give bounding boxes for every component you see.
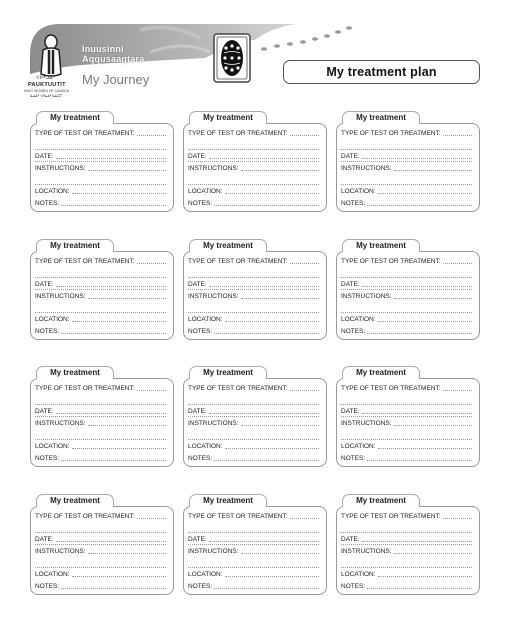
location-label: LOCATION:: [188, 316, 223, 323]
notes-entry-line[interactable]: [61, 205, 166, 206]
date-label: DATE:: [188, 153, 207, 160]
notes-entry-line[interactable]: [367, 460, 472, 461]
blank-entry-line[interactable]: [35, 439, 166, 440]
treatment-card-box: [183, 378, 327, 467]
notes-field[interactable]: [35, 198, 166, 207]
notes-field[interactable]: [35, 453, 166, 462]
location-entry-line[interactable]: [225, 448, 319, 449]
treatment-card: [336, 239, 480, 340]
location-entry-line[interactable]: [225, 193, 319, 194]
instructions-field[interactable]: [188, 418, 319, 427]
instructions-field[interactable]: [341, 546, 472, 555]
notes-label: NOTES:: [341, 455, 366, 462]
blank-entry-line[interactable]: [35, 161, 166, 162]
date-entry-line[interactable]: [56, 541, 166, 542]
instructions-label: INSTRUCTIONS:: [341, 420, 392, 427]
notes-label: NOTES:: [341, 583, 366, 590]
treatment-card-box: [336, 123, 480, 212]
notes-field[interactable]: [188, 581, 319, 590]
notes-field[interactable]: [188, 326, 319, 335]
type-entry-line[interactable]: [137, 518, 166, 519]
instructions-label: INSTRUCTIONS:: [35, 293, 86, 300]
location-entry-line[interactable]: [378, 321, 472, 322]
type-field[interactable]: [341, 511, 472, 520]
notes-entry-line[interactable]: [367, 333, 472, 334]
instructions-field[interactable]: [341, 163, 472, 172]
instructions-field[interactable]: [35, 291, 166, 300]
type-label: TYPE OF TEST OR TREATMENT:: [341, 513, 441, 520]
blank-entry-line[interactable]: [188, 184, 319, 185]
org-subtitle-english: INUIT WOMEN OF CANADA: [24, 89, 70, 93]
location-entry-line[interactable]: [72, 576, 166, 577]
instructions-field[interactable]: [341, 418, 472, 427]
notes-entry-line[interactable]: [214, 460, 319, 461]
treatment-card-tab: My treatment: [189, 239, 267, 252]
treatment-card-tab: My treatment: [189, 494, 267, 507]
instructions-label: INSTRUCTIONS:: [188, 420, 239, 427]
location-label: LOCATION:: [188, 188, 223, 195]
location-label: LOCATION:: [341, 571, 376, 578]
type-entry-line[interactable]: [443, 390, 472, 391]
date-field[interactable]: [341, 406, 472, 415]
blank-entry-line[interactable]: [35, 149, 166, 150]
notes-label: NOTES:: [35, 583, 60, 590]
type-field[interactable]: [341, 128, 472, 137]
blank-entry-line[interactable]: [188, 277, 319, 278]
instructions-entry-line[interactable]: [394, 553, 472, 554]
blank-entry-line[interactable]: [35, 544, 166, 545]
notes-field[interactable]: [188, 453, 319, 462]
notes-label: NOTES:: [188, 583, 213, 590]
treatment-card-tab: My treatment: [342, 239, 420, 252]
date-field[interactable]: [341, 534, 472, 543]
location-label: LOCATION:: [341, 188, 376, 195]
type-field[interactable]: [188, 511, 319, 520]
blank-entry-line[interactable]: [188, 404, 319, 405]
notes-entry-line[interactable]: [61, 588, 166, 589]
location-entry-line[interactable]: [72, 193, 166, 194]
type-field[interactable]: [35, 383, 166, 392]
blank-entry-line[interactable]: [341, 149, 472, 150]
blank-entry-line[interactable]: [35, 532, 166, 533]
type-entry-line[interactable]: [137, 390, 166, 391]
notes-field[interactable]: [341, 581, 472, 590]
notes-entry-line[interactable]: [61, 460, 166, 461]
date-entry-line[interactable]: [209, 541, 319, 542]
date-entry-line[interactable]: [362, 158, 472, 159]
blank-entry-line[interactable]: [341, 312, 472, 313]
instructions-entry-line[interactable]: [241, 553, 319, 554]
blank-entry-line[interactable]: [341, 277, 472, 278]
location-field[interactable]: [341, 441, 472, 450]
page-title: My treatment plan: [283, 60, 480, 84]
blank-entry-line[interactable]: [341, 544, 472, 545]
type-entry-line[interactable]: [290, 263, 319, 264]
date-field[interactable]: [188, 406, 319, 415]
blank-entry-line[interactable]: [341, 416, 472, 417]
type-entry-line[interactable]: [443, 135, 472, 136]
brand-name-line2: Aqqusaaqtara: [82, 54, 145, 64]
treatment-card-box: [183, 123, 327, 212]
treatment-card-box: [30, 251, 174, 340]
instructions-entry-line[interactable]: [241, 298, 319, 299]
location-entry-line[interactable]: [72, 321, 166, 322]
location-field[interactable]: [35, 314, 166, 323]
instructions-label: INSTRUCTIONS:: [188, 165, 239, 172]
treatment-card-box: [30, 506, 174, 595]
location-field[interactable]: [188, 314, 319, 323]
treatment-card: [30, 494, 174, 595]
instructions-entry-line[interactable]: [88, 170, 166, 171]
treatment-card-box: [30, 123, 174, 212]
type-label: TYPE OF TEST OR TREATMENT:: [188, 130, 288, 137]
type-label: TYPE OF TEST OR TREATMENT:: [341, 130, 441, 137]
instructions-field[interactable]: [188, 546, 319, 555]
blank-entry-line[interactable]: [35, 404, 166, 405]
date-entry-line[interactable]: [209, 413, 319, 414]
date-field[interactable]: [341, 151, 472, 160]
date-field[interactable]: [35, 534, 166, 543]
type-entry-line[interactable]: [290, 390, 319, 391]
instructions-label: INSTRUCTIONS:: [341, 293, 392, 300]
treatment-card-tab: My treatment: [36, 111, 114, 124]
type-label: TYPE OF TEST OR TREATMENT:: [188, 258, 288, 265]
location-field[interactable]: [188, 186, 319, 195]
blank-entry-line[interactable]: [188, 312, 319, 313]
instructions-entry-line[interactable]: [88, 553, 166, 554]
treatment-card-box: [183, 251, 327, 340]
blank-entry-line[interactable]: [188, 439, 319, 440]
location-field[interactable]: [341, 569, 472, 578]
treatment-card-box: [336, 251, 480, 340]
type-label: TYPE OF TEST OR TREATMENT:: [35, 385, 135, 392]
instructions-field[interactable]: [35, 546, 166, 555]
notes-field[interactable]: [341, 453, 472, 462]
instructions-label: INSTRUCTIONS:: [188, 548, 239, 555]
treatment-card: [183, 111, 327, 212]
notes-field[interactable]: [341, 198, 472, 207]
type-label: TYPE OF TEST OR TREATMENT:: [341, 385, 441, 392]
location-label: LOCATION:: [35, 443, 70, 450]
page-header: [0, 0, 512, 105]
date-label: DATE:: [35, 408, 54, 415]
type-field[interactable]: [341, 383, 472, 392]
date-field[interactable]: [341, 279, 472, 288]
date-label: DATE:: [188, 408, 207, 415]
instructions-label: INSTRUCTIONS:: [35, 420, 86, 427]
date-label: DATE:: [188, 536, 207, 543]
date-entry-line[interactable]: [362, 413, 472, 414]
instructions-field[interactable]: [188, 291, 319, 300]
date-entry-line[interactable]: [209, 158, 319, 159]
inuit-figure-logo-icon: [36, 34, 66, 78]
date-label: DATE:: [188, 281, 207, 288]
location-field[interactable]: [188, 569, 319, 578]
blank-entry-line[interactable]: [341, 184, 472, 185]
treatment-card-tab: My treatment: [36, 494, 114, 507]
notes-entry-line[interactable]: [367, 588, 472, 589]
blank-entry-line[interactable]: [35, 567, 166, 568]
notes-label: NOTES:: [35, 328, 60, 335]
location-label: LOCATION:: [188, 443, 223, 450]
date-field[interactable]: [188, 534, 319, 543]
org-syllabics: ᐸᐅᒃᑐᐃᑦ: [36, 75, 55, 81]
type-entry-line[interactable]: [290, 135, 319, 136]
type-label: TYPE OF TEST OR TREATMENT:: [341, 258, 441, 265]
treatment-card: [336, 494, 480, 595]
notes-field[interactable]: [188, 198, 319, 207]
date-label: DATE:: [341, 536, 360, 543]
notes-field[interactable]: [35, 326, 166, 335]
date-entry-line[interactable]: [209, 286, 319, 287]
treatment-card-tab: My treatment: [342, 494, 420, 507]
instructions-label: INSTRUCTIONS:: [35, 548, 86, 555]
instructions-entry-line[interactable]: [241, 170, 319, 171]
instructions-entry-line[interactable]: [88, 425, 166, 426]
blank-entry-line[interactable]: [188, 416, 319, 417]
blank-entry-line[interactable]: [188, 289, 319, 290]
notes-label: NOTES:: [341, 328, 366, 335]
blank-entry-line[interactable]: [341, 161, 472, 162]
instructions-label: INSTRUCTIONS:: [188, 293, 239, 300]
blank-entry-line[interactable]: [188, 161, 319, 162]
org-name: PAUKTUUTIT: [28, 82, 66, 88]
date-field[interactable]: [35, 151, 166, 160]
treatment-card-tab: My treatment: [189, 111, 267, 124]
type-entry-line[interactable]: [137, 135, 166, 136]
treatment-card: [183, 366, 327, 467]
location-label: LOCATION:: [35, 316, 70, 323]
notes-label: NOTES:: [35, 200, 60, 207]
location-field[interactable]: [35, 569, 166, 578]
date-label: DATE:: [35, 281, 54, 288]
notes-entry-line[interactable]: [61, 333, 166, 334]
blank-entry-line[interactable]: [341, 289, 472, 290]
treatment-card-tab: My treatment: [342, 366, 420, 379]
type-entry-line[interactable]: [443, 263, 472, 264]
treatment-card-box: [30, 378, 174, 467]
treatment-card: [30, 239, 174, 340]
location-field[interactable]: [341, 186, 472, 195]
blank-entry-line[interactable]: [188, 532, 319, 533]
instructions-label: INSTRUCTIONS:: [341, 548, 392, 555]
instructions-field[interactable]: [188, 163, 319, 172]
notes-label: NOTES:: [188, 200, 213, 207]
type-entry-line[interactable]: [137, 263, 166, 264]
date-field[interactable]: [35, 279, 166, 288]
location-label: LOCATION:: [35, 571, 70, 578]
treatment-card-tab: My treatment: [189, 366, 267, 379]
type-field[interactable]: [35, 128, 166, 137]
date-label: DATE:: [341, 153, 360, 160]
notes-entry-line[interactable]: [214, 588, 319, 589]
date-field[interactable]: [35, 406, 166, 415]
date-entry-line[interactable]: [56, 413, 166, 414]
notes-entry-line[interactable]: [214, 333, 319, 334]
location-entry-line[interactable]: [378, 193, 472, 194]
date-entry-line[interactable]: [56, 158, 166, 159]
type-entry-line[interactable]: [443, 518, 472, 519]
treatment-card-tab: My treatment: [342, 111, 420, 124]
notes-field[interactable]: [341, 326, 472, 335]
date-field[interactable]: [188, 279, 319, 288]
blank-entry-line[interactable]: [341, 404, 472, 405]
blank-entry-line[interactable]: [35, 277, 166, 278]
treatment-card: [30, 111, 174, 212]
type-field[interactable]: [341, 256, 472, 265]
location-label: LOCATION:: [341, 316, 376, 323]
instructions-entry-line[interactable]: [394, 170, 472, 171]
location-label: LOCATION:: [35, 188, 70, 195]
type-field[interactable]: [188, 383, 319, 392]
treatment-card: [183, 239, 327, 340]
date-label: DATE:: [341, 408, 360, 415]
blank-entry-line[interactable]: [35, 312, 166, 313]
location-entry-line[interactable]: [72, 448, 166, 449]
blank-entry-line[interactable]: [188, 149, 319, 150]
instructions-entry-line[interactable]: [394, 298, 472, 299]
date-label: DATE:: [35, 153, 54, 160]
instructions-label: INSTRUCTIONS:: [341, 165, 392, 172]
instructions-entry-line[interactable]: [394, 425, 472, 426]
location-label: LOCATION:: [341, 443, 376, 450]
location-entry-line[interactable]: [225, 321, 319, 322]
date-entry-line[interactable]: [362, 541, 472, 542]
decorative-emblem-icon: [213, 33, 251, 83]
treatment-card-box: [336, 378, 480, 467]
blank-entry-line[interactable]: [35, 289, 166, 290]
instructions-field[interactable]: [341, 291, 472, 300]
location-entry-line[interactable]: [225, 576, 319, 577]
date-label: DATE:: [341, 281, 360, 288]
date-label: DATE:: [35, 536, 54, 543]
blank-entry-line[interactable]: [35, 416, 166, 417]
org-subtitle-syllabics: ᐃᓄᐃᑦ ᐊᕐᓇᐃᑦ ᑲᓇᑕᒥ: [30, 94, 62, 98]
type-label: TYPE OF TEST OR TREATMENT:: [188, 513, 288, 520]
notes-label: NOTES:: [188, 328, 213, 335]
type-label: TYPE OF TEST OR TREATMENT:: [35, 130, 135, 137]
treatment-card-box: [183, 506, 327, 595]
date-field[interactable]: [188, 151, 319, 160]
treatment-card-tab: My treatment: [36, 366, 114, 379]
type-field[interactable]: [35, 511, 166, 520]
location-label: LOCATION:: [188, 571, 223, 578]
instructions-entry-line[interactable]: [241, 425, 319, 426]
location-field[interactable]: [188, 441, 319, 450]
type-field[interactable]: [188, 128, 319, 137]
notes-label: NOTES:: [188, 455, 213, 462]
instructions-label: INSTRUCTIONS:: [35, 165, 86, 172]
header-banner: [0, 0, 512, 105]
location-field[interactable]: [35, 441, 166, 450]
blank-entry-line[interactable]: [341, 567, 472, 568]
brand-name-line1: Inuusinni: [82, 44, 124, 54]
section-subtitle: My Journey: [82, 72, 150, 87]
treatment-card: [30, 366, 174, 467]
date-entry-line[interactable]: [362, 286, 472, 287]
treatment-card: [183, 494, 327, 595]
treatment-card: [336, 366, 480, 467]
blank-entry-line[interactable]: [341, 532, 472, 533]
type-label: TYPE OF TEST OR TREATMENT:: [35, 513, 135, 520]
date-entry-line[interactable]: [56, 286, 166, 287]
location-entry-line[interactable]: [378, 448, 472, 449]
notes-entry-line[interactable]: [214, 205, 319, 206]
blank-entry-line[interactable]: [188, 544, 319, 545]
blank-entry-line[interactable]: [341, 439, 472, 440]
treatment-card: [336, 111, 480, 212]
location-entry-line[interactable]: [378, 576, 472, 577]
instructions-field[interactable]: [35, 418, 166, 427]
type-field[interactable]: [35, 256, 166, 265]
blank-entry-line[interactable]: [35, 184, 166, 185]
blank-entry-line[interactable]: [188, 567, 319, 568]
type-label: TYPE OF TEST OR TREATMENT:: [35, 258, 135, 265]
treatment-card-tab: My treatment: [36, 239, 114, 252]
location-field[interactable]: [341, 314, 472, 323]
instructions-field[interactable]: [35, 163, 166, 172]
type-field[interactable]: [188, 256, 319, 265]
notes-label: NOTES:: [35, 455, 60, 462]
type-label: TYPE OF TEST OR TREATMENT:: [188, 385, 288, 392]
type-entry-line[interactable]: [290, 518, 319, 519]
treatment-card-box: [336, 506, 480, 595]
notes-field[interactable]: [35, 581, 166, 590]
location-field[interactable]: [35, 186, 166, 195]
notes-entry-line[interactable]: [367, 205, 472, 206]
notes-label: NOTES:: [341, 200, 366, 207]
instructions-entry-line[interactable]: [88, 298, 166, 299]
